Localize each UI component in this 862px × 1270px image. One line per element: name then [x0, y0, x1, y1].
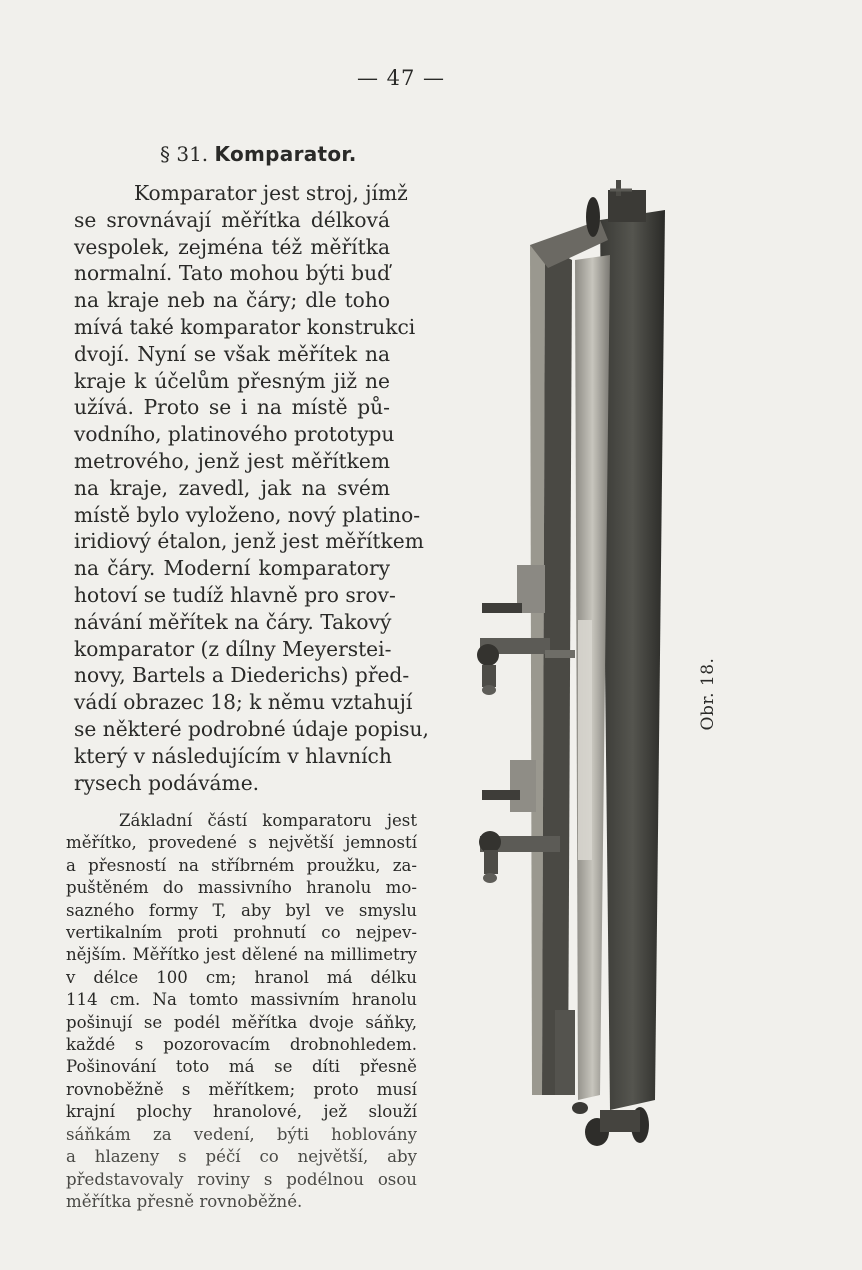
text-line: a hlazeny s péčí co největší, aby	[66, 1147, 417, 1167]
text-line: hotoví se tudíž hlavně pro srov-	[74, 582, 396, 607]
text-line: který v následujícím v hlavních	[74, 743, 392, 768]
text-line: rysech podáváme.	[74, 770, 260, 795]
text-line: mívá také komparator konstrukci	[74, 314, 416, 339]
text-line: místě bylo vyloženo, nový platino-	[74, 502, 421, 527]
text-line: nějším. Měřítko jest dělené na millimetry	[66, 945, 417, 965]
text-line: měřítka přesně rovnoběžné.	[66, 1191, 303, 1211]
paragraph-description	[66, 810, 417, 1213]
text-line: kraje k účelům přesným již ne	[74, 368, 390, 393]
text-line: se některé podrobné údaje popisu,	[74, 716, 429, 741]
text-line: Komparator jest stroj, jímž	[134, 181, 408, 205]
figure-caption: Obr. 18.	[698, 657, 718, 731]
text-line: krajní plochy hranolové, jež slouží	[66, 1102, 417, 1122]
text-line: Pošinování toto má se díti přesně	[66, 1057, 417, 1077]
paragraph-intro	[74, 180, 429, 796]
text-line: měřítko, provedené s největší jemností	[66, 833, 417, 853]
section-number: § 31.	[160, 142, 209, 166]
text-line: návání měřítek na čáry. Takový	[74, 609, 392, 634]
text-line: sazného formy T, aby byl ve smyslu	[66, 900, 417, 920]
text-line: puštěném do massivního hranolu mo-	[66, 878, 417, 898]
text-line: normalní. Tato mohou býti buď	[74, 261, 390, 286]
text-line: metrového, jenž jest měřítkem	[74, 448, 390, 473]
text-line: pošinují se podél měřítka dvoje sáňky,	[66, 1012, 417, 1032]
text-line: užívá. Proto se i na místě pů-	[74, 395, 390, 420]
text-line: Základní částí komparatoru jest	[119, 811, 417, 830]
text-line: dvojí. Nyní se však měřítek na	[74, 341, 390, 366]
text-line: se srovnávají měřítka délková	[74, 207, 390, 232]
text-line: na kraje neb na čáry; dle toho	[74, 288, 390, 313]
text-line: 114 cm. Na tomto massivním hranolu	[66, 990, 417, 1010]
text-line: vertikalním proti prohnutí co nejpev-	[66, 923, 417, 943]
text-line: vádí obrazec 18; k němu vztahují	[74, 690, 413, 715]
text-line: rovnoběžně s měřítkem; proto musí	[66, 1079, 417, 1099]
section-heading	[160, 142, 357, 166]
text-line: a přesností na stříbrném proužku, za-	[66, 855, 417, 875]
text-line: novy, Bartels a Diederichs) před-	[74, 663, 410, 688]
prism-beam	[600, 210, 665, 1110]
comparator-photo	[460, 150, 680, 1160]
text-line: v délce 100 cm; hranol má délku	[66, 967, 417, 987]
text-line: každé s pozorovacím drobnohledem.	[66, 1035, 417, 1055]
text-line: na čáry. Moderní komparatory	[74, 556, 390, 581]
text-line: na kraje, zavedl, jak na svém	[74, 475, 390, 500]
text-line: komparator (z dílny Meyerstei-	[74, 636, 392, 661]
section-title: Komparator.	[214, 142, 357, 166]
text-line: sáňkám za vedení, býti hoblovány	[66, 1124, 417, 1144]
text-line: vespolek, zejména též měřítka	[74, 234, 390, 259]
page-number: — 47 —	[356, 66, 446, 90]
text-line: vodního, platinového prototypu	[74, 422, 395, 447]
text-line: představovaly roviny s podélnou osou	[66, 1169, 417, 1189]
text-line: iridiový étalon, jenž jest měřítkem	[74, 529, 424, 554]
